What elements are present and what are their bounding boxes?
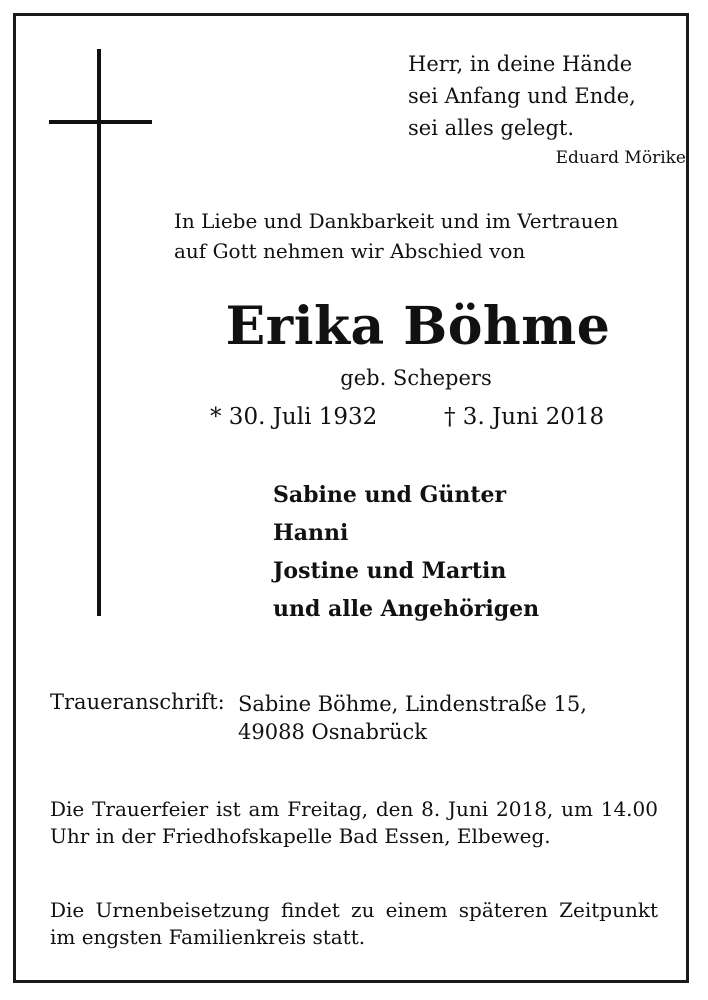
intro-text bbox=[174, 206, 618, 266]
funeral-notice: Die Trauerfeier ist am Freitag, den 8. Juni 2018, um 14.00 Uhr in der Friedhofskapelle Bad Essen, Elbeweg. bbox=[50, 797, 658, 848]
motto-line: sei alles gelegt. bbox=[408, 116, 575, 140]
address-value bbox=[238, 690, 587, 746]
address-line: Sabine Böhme, Lindenstraße 15, bbox=[238, 692, 587, 716]
family-member: Hanni bbox=[273, 520, 349, 546]
maiden-name: geb. Schepers bbox=[340, 366, 492, 390]
intro-line: auf Gott nehmen wir Abschied von bbox=[174, 239, 526, 263]
family-member: und alle Angehörigen bbox=[273, 596, 540, 622]
family-member: Sabine und Günter bbox=[273, 482, 507, 508]
address-label: Traueranschrift: bbox=[50, 690, 225, 714]
motto-verse bbox=[408, 48, 636, 144]
family-member: Jostine und Martin bbox=[273, 558, 507, 584]
death-date: † 3. Juni 2018 bbox=[444, 404, 605, 430]
motto-author: Eduard Mörike bbox=[555, 148, 686, 168]
urn-notice: Die Urnenbeisetzung findet zu einem späteren Zeitpunkt im engsten Familienkreis statt. bbox=[50, 898, 658, 949]
deceased-name: Erika Böhme bbox=[225, 296, 611, 357]
motto-line: Herr, in deine Hände bbox=[408, 52, 633, 76]
family-list bbox=[273, 476, 539, 628]
address-line: 49088 Osnabrück bbox=[238, 720, 428, 744]
birth-date: * 30. Juli 1932 bbox=[210, 404, 378, 430]
motto-line: sei Anfang und Ende, bbox=[408, 84, 636, 108]
intro-line: In Liebe und Dankbarkeit und im Vertrauen bbox=[174, 209, 619, 233]
cross-icon-bar bbox=[49, 120, 152, 124]
